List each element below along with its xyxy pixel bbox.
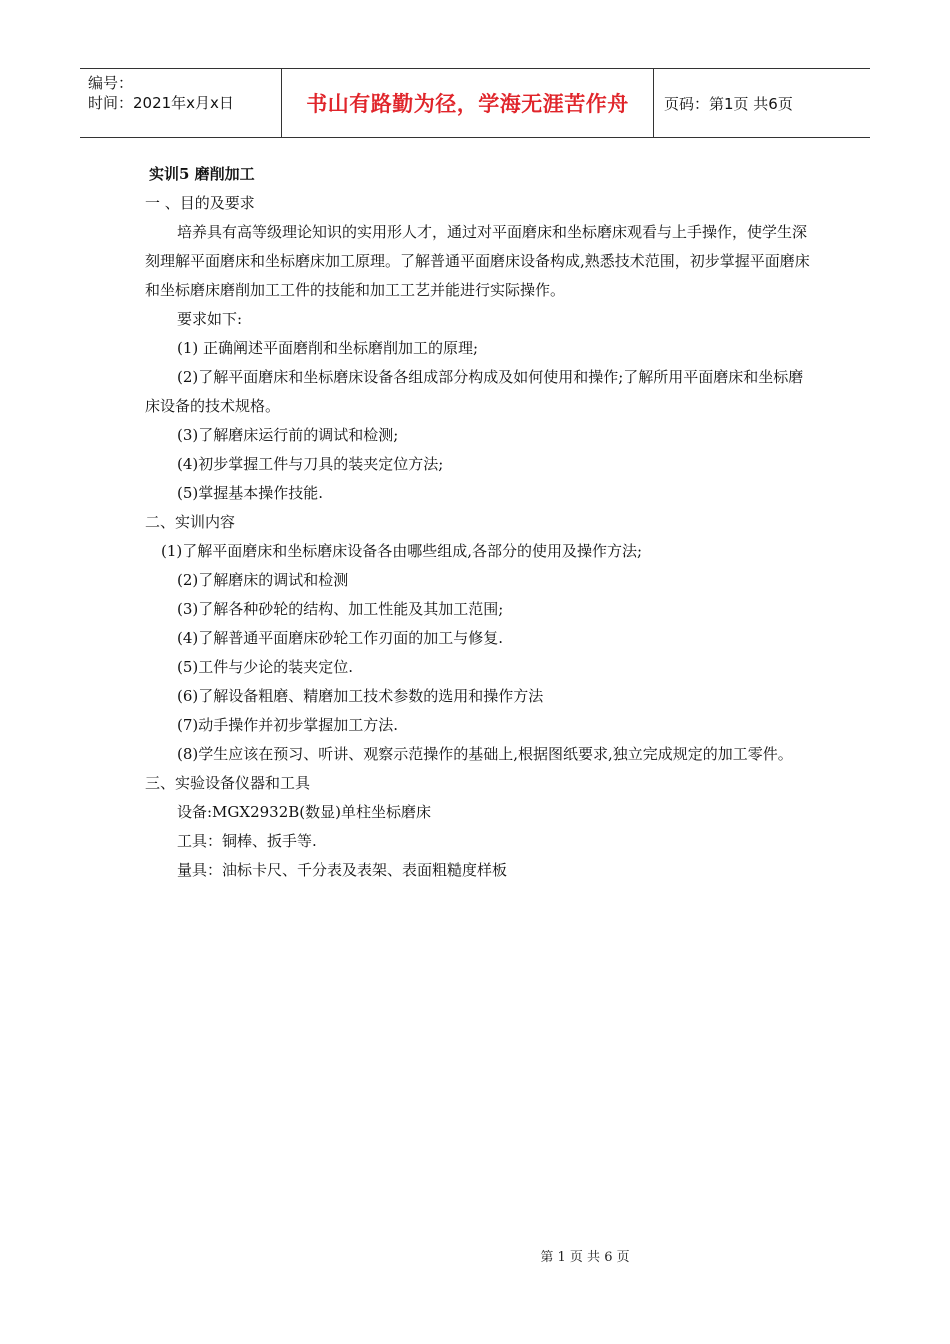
content-item: (8)学生应该在预习、听讲、观察示范操作的基础上,根据图纸要求,独立完成规定的加工零件。 xyxy=(177,745,793,763)
header-motto: 书山有路勤为径，学海无涯苦作舟 xyxy=(282,69,654,137)
equipment-item: 设备:MGX2932B(数显)单柱坐标磨床 xyxy=(177,803,431,821)
requirements-label: 要求如下: xyxy=(177,310,243,328)
header-left-cell xyxy=(80,69,282,137)
document-body xyxy=(145,160,815,885)
content-item: (3)了解各种砂轮的结构、加工性能及其加工范围; xyxy=(177,600,504,618)
header-page-info: 页码：第1页 共6页 xyxy=(664,94,793,113)
section-1-heading: 一 、目的及要求 xyxy=(145,194,255,212)
section-3-heading: 三、实验设备仪器和工具 xyxy=(145,774,311,792)
content-item: (2)了解磨床的调试和检测 xyxy=(177,571,349,589)
requirement-item: (2)了解平面磨床和坐标磨床设备各组成部分构成及如何使用和操作;了解所用平面磨床和坐标磨床设备的技术规格。 xyxy=(145,368,804,415)
requirement-item: (3)了解磨床运行前的调试和检测; xyxy=(177,426,399,444)
section-1-paragraph: 培养具有高等级理论知识的实用形人才，通过对平面磨床和坐标磨床观看与上手操作，使学生深刻理解平面磨床和坐标磨床加工原理。了解普通平面磨床设备构成,熟悉技术范围，初步掌握平面磨床和坐标磨床磨削加工工件的技能和加工工艺并能进行实际操作。 xyxy=(145,223,810,299)
time-label: 时间：2021年x月x日 xyxy=(88,94,234,112)
content-item: (6)了解设备粗磨、精磨加工技术参数的选用和操作方法 xyxy=(177,687,544,705)
requirement-item: (4)初步掌握工件与刀具的装夹定位方法; xyxy=(177,455,444,473)
content-item: (7)动手操作并初步掌握加工方法. xyxy=(177,716,399,734)
content-item: (1)了解平面磨床和坐标磨床设备各由哪些组成,各部分的使用及操作方法; xyxy=(161,542,643,560)
tools-item: 工具：铜棒、扳手等. xyxy=(177,832,317,850)
measuring-tools-item: 量具：油标卡尺、千分表及表架、表面粗糙度样板 xyxy=(177,861,508,879)
number-label: 编号： xyxy=(88,74,134,92)
page-footer: 第 1 页 共 6 页 xyxy=(540,1250,630,1265)
doc-title: 实训5 磨削加工 xyxy=(149,165,255,183)
section-2-heading: 二、实训内容 xyxy=(145,513,236,531)
requirement-item: (5)掌握基本操作技能. xyxy=(177,484,324,502)
content-item: (4)了解普通平面磨床砂轮工作刃面的加工与修复. xyxy=(177,629,504,647)
content-item: (5)工件与少论的装夹定位. xyxy=(177,658,354,676)
page-header xyxy=(80,68,870,138)
requirement-item: (1) 正确阐述平面磨削和坐标磨削加工的原理; xyxy=(177,339,479,357)
